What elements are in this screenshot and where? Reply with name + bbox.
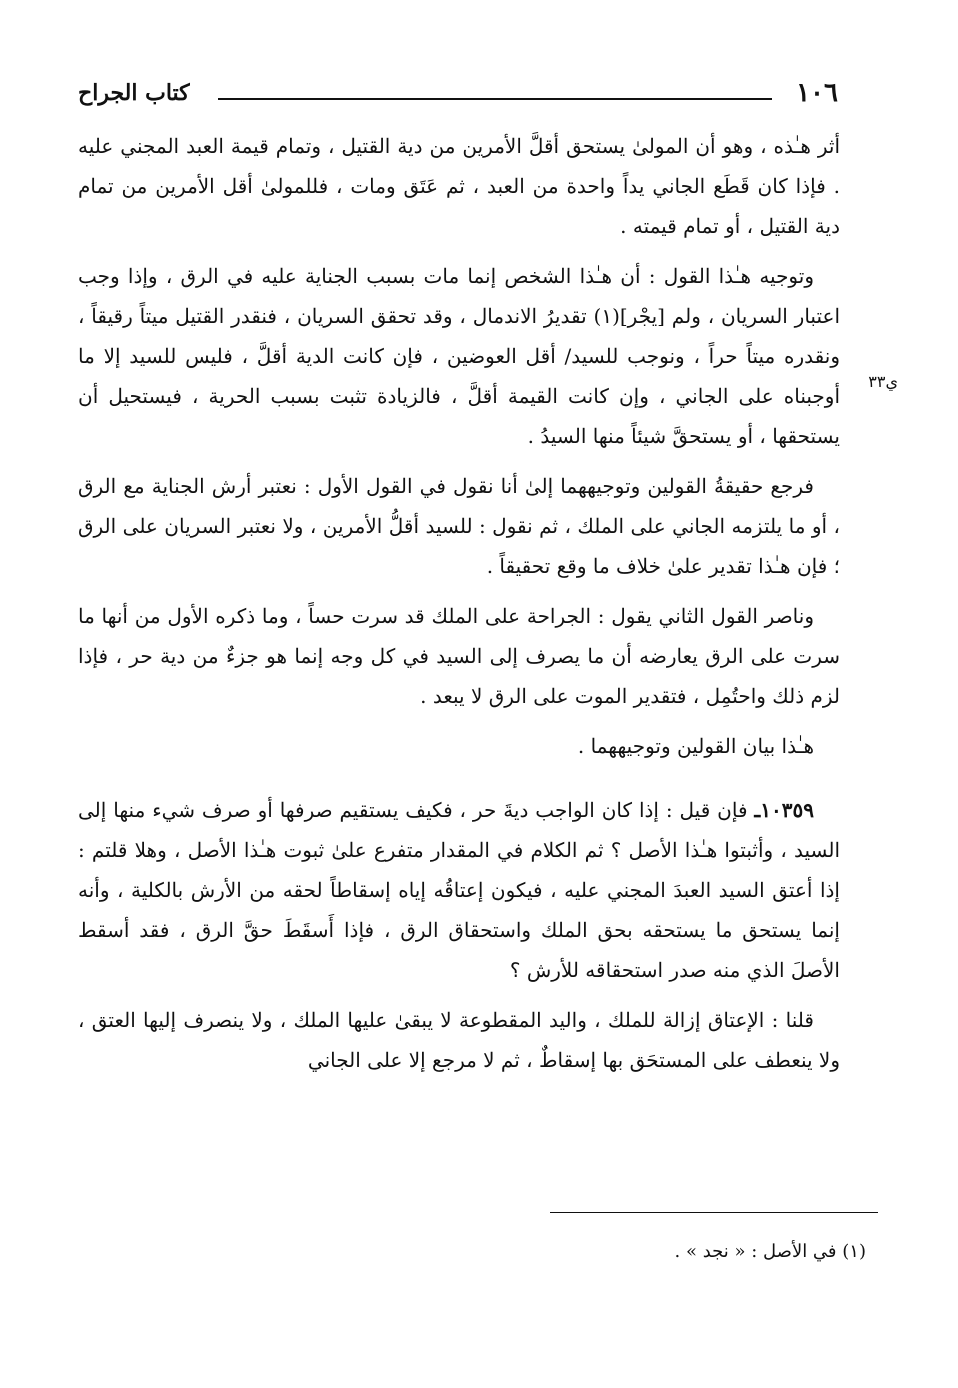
paragraph: أثر هـٰذه ، وهو أن المولىٰ يستحق أقلَّ الأمرين من دية القتيل ، وتمام قيمة العبد المجني عليه . فإذا كان قَطَع الجاني يداً واحدة من العبد ، ثم عَتَق ومات ، فللمولىٰ أقل الأمرين من تمام دية القتيل ، أو تمام قيمته . (78, 134, 841, 238)
page-number: ١٠٦ (796, 78, 838, 108)
footnote-rule (550, 1212, 878, 1213)
numbered-paragraph-text: فإن قيل : إذا كان الواجب ديةَ حر ، فكيف يستقيم صرفها أو صرف شيء منها إلى السيد ، وأثبتوا هـٰذا الأصل ؟ ثم الكلام في المقدار متفرع علىٰ ثبوت هـٰذا الأصل ، وهلا قلتم : إذا أعتق السيد العبدَ المجني عليه ، فيكون إعتاقُه إياه إسقاطاً لحقه من الأرش بالكلية ، وأنه إنما يستحق ما يستحقه بحق الملك واستحقاق الرق ، فإذا أَسقَطَ حقَّ الرق ، فقد أسقط الأصلَ الذي منه صدر استحقاقه للأرش ؟ (78, 798, 840, 982)
paragraph: وتوجيه هـٰذا القول : أن هـٰذا الشخص إنما مات بسبب الجناية عليه في الرق ، وإذا وجب اعتبار السريان ، ولم [يجْر](١) تقديرُ الاندمال ، وقد تحقق السريان ، فنقدر القتيل ميتاً رقيقاً ، ونقدره ميتاً حراً ، ونوجب للسيد/ أقل العوضين ، فإن كانت الدية أقلَّ ، فليس للسيد إلا ما أوجبناه على الجاني ، وإن كانت القيمة أقلَّ ، فالزيادة تثبت بسبب الحرية ، فيستحيل أن يستحقها ، أو يستحقَّ شيئاً منها السيدُ . (78, 264, 841, 448)
page-header (78, 76, 838, 116)
paragraph: هـٰذا بيان القولين وتوجيههما . (577, 734, 814, 758)
closing-paragraph: قلنا : الإعتاق إزالة للملك ، واليد المقطوعة لا يبقىٰ عليها الملك ، ولا ينصرف إليها العتق ، ولا ينعطف على المستحَق بها إسقاطٌ ، ثم لا مرجع إلا على الجاني (78, 1008, 840, 1072)
paragraph: وناصر القول الثاني يقول : الجراحة على الملك قد سرت حساً ، وما ذكره الأول من أنها ما سرت على الرق يعارضه أن ما يصرف إلى السيد في كل وجه إنما هو جزءٌ من دية حر ، فإذا لزم ذلك واحتُمِل ، فتقدير الموت على الرق لا يبعد . (78, 604, 840, 708)
header-rule (218, 98, 772, 100)
book-title: كتاب الجراح (78, 80, 190, 106)
margin-note: ي٣٣ (868, 372, 898, 391)
footnote: (١) في الأصل : « نجد » . (674, 1241, 866, 1262)
paragraph: فرجع حقيقةُ القولين وتوجيههما إلىٰ أنا نقول في القول الأول : نعتبر أرش الجناية مع الرق ، أو ما يلتزمه الجاني على الملك ، ثم نقول : للسيد أقلُّ الأمرين ، ولا نعتبر السريان على الرق ؛ فإن هـٰذا تقدير علىٰ خلاف ما وقع تحقيقاً . (78, 474, 840, 578)
paragraph-number: ١٠٣٥٩ـ (754, 798, 814, 822)
numbered-paragraph (78, 790, 840, 990)
body-text (78, 126, 840, 1090)
